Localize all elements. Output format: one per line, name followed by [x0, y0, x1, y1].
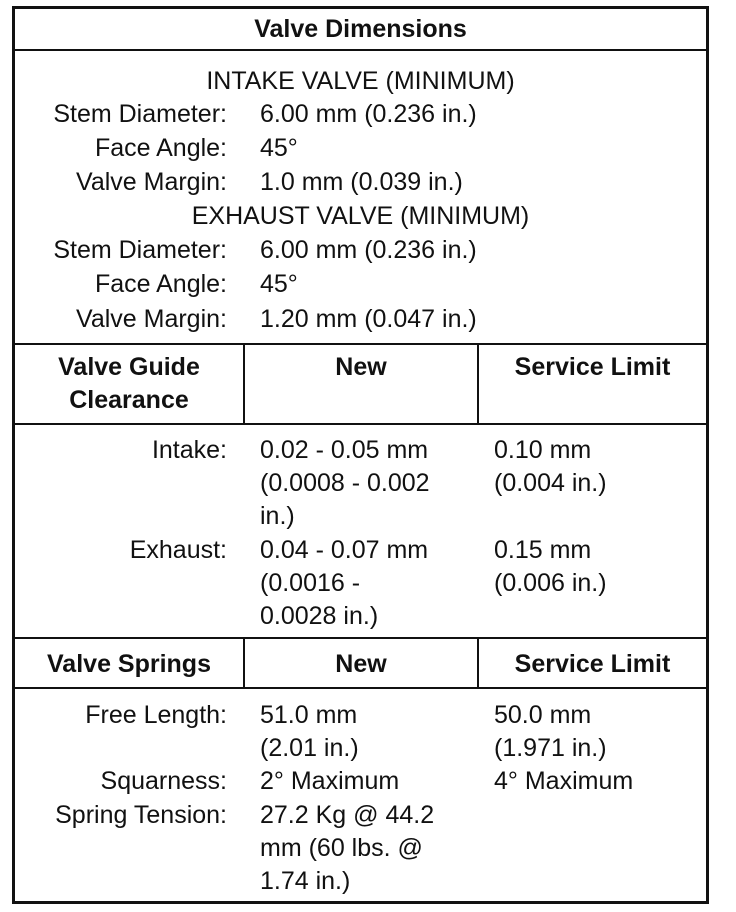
springs-free-length-limit-line1: 50.0 mm: [494, 701, 592, 729]
guide-intake-new-line3: in.): [260, 502, 295, 530]
divider-guide-header-top: [15, 343, 706, 345]
exhaust-valve-margin-label: Valve Margin:: [76, 305, 227, 333]
exhaust-face-angle-label: Face Angle:: [94, 270, 227, 298]
guide-intake-limit-line2: (0.004 in.): [494, 469, 607, 497]
springs-squarness-limit: 4° Maximum: [494, 767, 634, 795]
intake-face-angle-label: Face Angle:: [94, 134, 227, 162]
intake-valve-margin-label: Valve Margin:: [76, 168, 227, 196]
guide-exhaust-new-line2: (0.0016 -: [260, 569, 361, 597]
springs-free-length-label: Free Length:: [85, 701, 227, 729]
exhaust-face-angle-value: 45°: [260, 270, 298, 298]
exhaust-stem-diameter-label: Stem Diameter:: [53, 236, 227, 264]
springs-tension-new-line2: mm (60 lbs. @: [260, 834, 423, 862]
intake-valve-margin-value: 1.0 mm (0.039 in.): [260, 168, 463, 196]
springs-free-length-limit-line2: (1.971 in.): [494, 734, 607, 762]
table-title: Valve Dimensions: [254, 15, 467, 43]
guide-exhaust-new-line1: 0.04 - 0.07 mm: [260, 536, 429, 564]
guide-header-service-limit: Service Limit: [514, 353, 671, 381]
divider-springs-header-top: [15, 637, 706, 639]
springs-header-new: New: [335, 650, 387, 678]
guide-exhaust-limit-line2: (0.006 in.): [494, 569, 607, 597]
intake-stem-diameter-label: Stem Diameter:: [53, 100, 227, 128]
intake-valve-heading: INTAKE VALVE (MINIMUM): [206, 67, 515, 95]
guide-intake-label: Intake:: [151, 436, 227, 464]
intake-stem-diameter-value: 6.00 mm (0.236 in.): [260, 100, 477, 128]
guide-header-new: New: [335, 353, 387, 381]
exhaust-valve-heading: EXHAUST VALVE (MINIMUM): [191, 202, 530, 230]
guide-intake-limit-line1: 0.10 mm: [494, 436, 592, 464]
springs-squarness-label: Squarness:: [100, 767, 227, 795]
springs-free-length-new-line1: 51.0 mm: [260, 701, 358, 729]
guide-intake-new-line2: (0.0008 - 0.002: [260, 469, 430, 497]
guide-header-label-line1: Valve Guide: [58, 353, 200, 381]
exhaust-stem-diameter-value: 6.00 mm (0.236 in.): [260, 236, 477, 264]
exhaust-valve-margin-value: 1.20 mm (0.047 in.): [260, 305, 477, 333]
springs-tension-new-line1: 27.2 Kg @ 44.2: [260, 801, 435, 829]
springs-header-label: Valve Springs: [47, 650, 211, 678]
valve-dimensions-table: [12, 6, 709, 904]
guide-exhaust-new-line3: 0.0028 in.): [260, 602, 379, 630]
divider-title: [15, 49, 706, 51]
springs-header-service-limit: Service Limit: [514, 650, 671, 678]
guide-header-label-line2: Clearance: [69, 386, 189, 414]
divider-springs-header-bottom: [15, 687, 706, 689]
guide-exhaust-label: Exhaust:: [129, 536, 227, 564]
guide-exhaust-limit-line1: 0.15 mm: [494, 536, 592, 564]
guide-intake-new-line1: 0.02 - 0.05 mm: [260, 436, 429, 464]
springs-free-length-new-line2: (2.01 in.): [260, 734, 359, 762]
springs-tension-new-line3: 1.74 in.): [260, 867, 351, 895]
intake-face-angle-value: 45°: [260, 134, 298, 162]
springs-tension-label: Spring Tension:: [55, 801, 227, 829]
springs-squarness-new: 2° Maximum: [260, 767, 400, 795]
divider-guide-header-bottom: [15, 423, 706, 425]
